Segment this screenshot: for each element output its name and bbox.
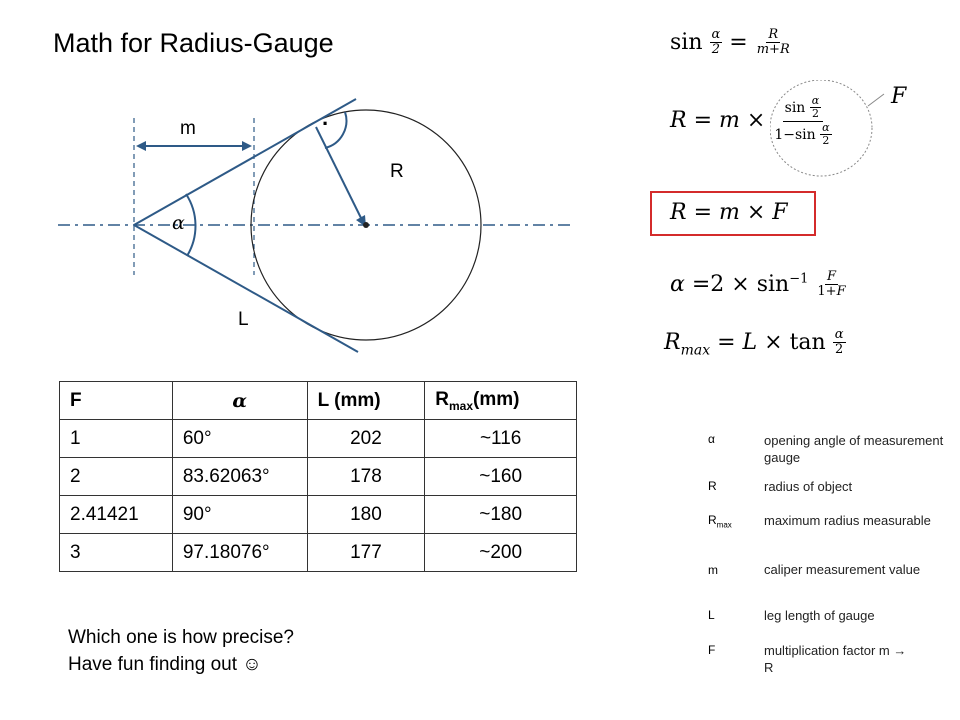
cell-Rmax: ~160 [425, 458, 577, 496]
cell-F: 3 [60, 534, 173, 572]
circle-center-dot [363, 222, 369, 228]
header-alpha: α [172, 382, 307, 420]
table-row [60, 458, 577, 496]
label-R: R [390, 161, 404, 182]
formula-R-from-m: R = m × sin $\frac{\alpha}{2}$ 1−sin $\frac{\alpha}{2}$ [670, 94, 830, 147]
m-arrow-left-head [136, 141, 146, 151]
label-m: m [180, 118, 196, 139]
legend-symbol: F [708, 643, 716, 657]
closing-text [68, 624, 294, 678]
cell-Rmax: ~116 [425, 420, 577, 458]
page-title: Math for Radius-Gauge [53, 28, 334, 58]
formula-alpha-from-F: $\alpha =2 \times \sin^{-1}$ $\frac{F}{1+F}$ [670, 269, 846, 300]
header-F: F [60, 382, 173, 420]
cell-L: 180 [307, 496, 425, 534]
cell-L: 202 [307, 420, 425, 458]
legend-symbol: α [708, 432, 715, 446]
parameters-table [59, 381, 577, 572]
cell-L: 177 [307, 534, 425, 572]
legend-text: maximum radius measurable [764, 513, 931, 528]
legend-symbol: L [708, 608, 715, 622]
legend-symbol: R [708, 479, 717, 493]
closing-line-2: Have fun finding out ☺ [68, 654, 262, 675]
table-header-row [60, 382, 577, 420]
cell-Rmax: ~200 [425, 534, 577, 572]
label-alpha: α [172, 212, 185, 234]
lower-leg [134, 225, 358, 352]
cell-alpha: 60° [172, 420, 307, 458]
cell-alpha: 97.18076° [172, 534, 307, 572]
cell-alpha: 90° [172, 496, 307, 534]
F-label: F [891, 84, 907, 109]
cell-F: 2.41421 [60, 496, 173, 534]
cell-Rmax: ~180 [425, 496, 577, 534]
cell-L: 178 [307, 458, 425, 496]
right-angle-dot: · [322, 111, 330, 136]
legend-text: multiplication factor m → R [764, 643, 907, 675]
formula-sin-alpha-half: sin $\frac{\alpha}{2}$ = $\frac{R}{m+R}$ [670, 27, 790, 58]
legend-text: caliper measurement value [764, 562, 921, 577]
gauge-diagram [0, 0, 620, 370]
table-row [60, 420, 577, 458]
legend-symbol: $R_{max}$ [708, 513, 732, 530]
closing-line-1: Which one is how precise? [68, 627, 294, 648]
m-arrow-right-head [242, 141, 252, 151]
formula-R-m-F: R = m × F [670, 200, 788, 225]
cell-F: 1 [60, 420, 173, 458]
formula-Rmax: $R_{max} = L \times \tan$ $\frac{\alpha}{2}$ [664, 327, 844, 359]
header-Rmax: $R_{max}(mm)$ [425, 382, 577, 420]
legend-text: leg length of gauge [764, 608, 875, 623]
header-L: L (mm) [307, 382, 425, 420]
cell-alpha: 83.62063° [172, 458, 307, 496]
legend-text: radius of object [764, 479, 853, 494]
table-row [60, 534, 577, 572]
label-L: L [238, 309, 249, 330]
legend-text: opening angle of measurement gauge [764, 433, 944, 465]
legend-symbol: m [708, 563, 718, 577]
cell-F: 2 [60, 458, 173, 496]
table-row [60, 496, 577, 534]
